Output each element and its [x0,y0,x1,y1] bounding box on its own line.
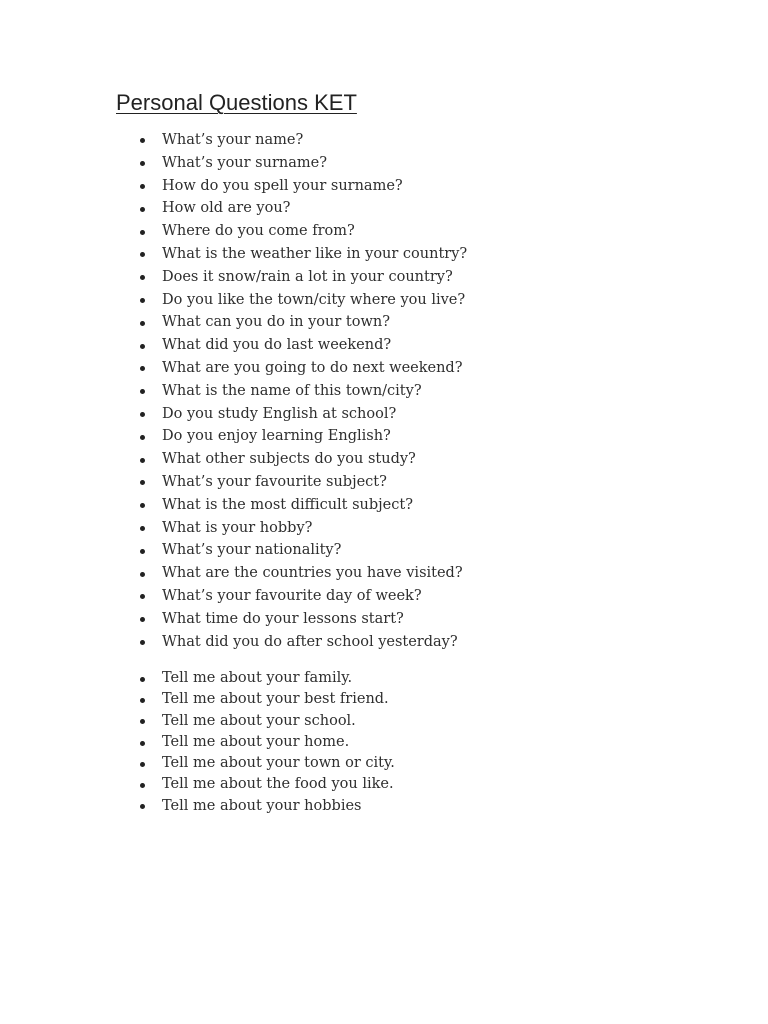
list-item: Tell me about your town or city. [0,753,395,774]
list-item: Tell me about your hobbies [0,796,395,817]
list-item: What other subjects do you study? [0,448,467,471]
list-item: What’s your favourite day of week? [0,585,467,608]
list-item: Tell me about your best friend. [0,689,395,710]
list-item: What’s your favourite subject? [0,471,467,494]
list-item: Do you study English at school? [0,403,467,426]
list-item: What’s your nationality? [0,539,467,562]
list-item: What is your hobby? [0,517,467,540]
list-item: What is the name of this town/city? [0,380,467,403]
list-item: Do you enjoy learning English? [0,425,467,448]
list-item: Tell me about your school. [0,711,395,732]
list-item: What did you do after school yesterday? [0,631,467,654]
list-item: What are you going to do next weekend? [0,357,467,380]
list-item: What’s your name? [0,129,467,152]
list-item: What can you do in your town? [0,311,467,334]
list-item: Where do you come from? [0,220,467,243]
list-item: Tell me about the food you like. [0,774,395,795]
list-item: What is the most difficult subject? [0,494,467,517]
tell-me-list [0,668,395,817]
list-item: Tell me about your home. [0,732,395,753]
list-item: What did you do last weekend? [0,334,467,357]
list-item: What’s your surname? [0,152,467,175]
document-title: Personal Questions KET [116,90,357,115]
list-item: Do you like the town/city where you live? [0,289,467,312]
list-item: What time do your lessons start? [0,608,467,631]
list-item: How do you spell your surname? [0,175,467,198]
list-item: What is the weather like in your country? [0,243,467,266]
list-item: What are the countries you have visited? [0,562,467,585]
questions-list [0,129,467,653]
list-item: How old are you? [0,197,467,220]
list-item: Tell me about your family. [0,668,395,689]
list-item: Does it snow/rain a lot in your country? [0,266,467,289]
